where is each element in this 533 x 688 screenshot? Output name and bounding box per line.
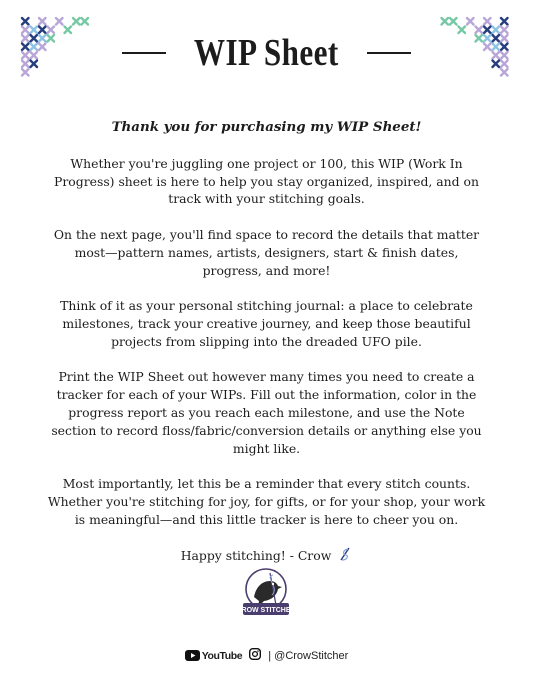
paragraph-intro: Whether you're juggling one project or 100, this WIP (Work In Progress) sheet is here to help you stay organized, inspired, and on track with your stitching goals. — [54, 155, 479, 207]
cross-stitch — [39, 18, 46, 25]
cross-stitch — [73, 18, 80, 25]
social-handle: | @CrowStitcher — [268, 649, 349, 662]
title-rule-right — [367, 52, 411, 54]
cross-stitch — [22, 27, 29, 34]
page-title: WIP Sheet — [194, 32, 339, 74]
cross-stitch — [467, 18, 474, 25]
cross-stitch — [501, 27, 508, 34]
cross-stitch — [65, 27, 72, 34]
title-rule-left — [122, 52, 166, 54]
cross-stitch — [450, 18, 457, 25]
logo-text: CROW STITCHER — [236, 607, 296, 614]
cross-stitch — [48, 27, 55, 34]
intro-text — [46, 119, 487, 585]
youtube-link[interactable] — [185, 650, 243, 662]
instagram-icon — [249, 648, 261, 660]
cross-stitch — [82, 18, 89, 25]
cross-stitch — [501, 18, 508, 25]
paragraph-print: Print the WIP Sheet out however many times you need to create a tracker for each of your WIPs. Fill out the information, color in the progress report as you reach each milestone, and use the Note section to record floss/fabric/conversion details or anything else you might like. — [51, 369, 482, 456]
youtube-icon — [185, 650, 200, 661]
crow-stitcher-logo — [236, 567, 296, 623]
youtube-label: YouTube — [201, 649, 243, 662]
cross-stitch — [459, 27, 466, 34]
needle-thread-icon — [338, 546, 352, 567]
cross-stitch — [476, 27, 483, 34]
instagram-link[interactable] — [249, 648, 261, 663]
signoff-text: Happy stitching! - Crow — [180, 548, 332, 564]
footer — [0, 648, 533, 663]
cross-stitch — [22, 18, 29, 25]
paragraph-reminder: Most importantly, let this be a reminder that every stitch counts. Whether you're stitching for joy, for gifts, or for your shop, your work is meaningful—and this little tracker is here to cheer you on. — [47, 476, 486, 527]
signoff-line — [46, 546, 487, 567]
paragraph-next-page: On the next page, you'll find space to record the details that matter most—pattern names, artists, designers, start & finish dates, progress, and more! — [53, 226, 480, 278]
cross-stitch — [39, 27, 46, 34]
thank-you-heading: Thank you for purchasing my WIP Sheet! — [111, 119, 422, 135]
cross-stitch — [484, 27, 491, 34]
cross-stitch — [484, 18, 491, 25]
paragraph-journal: Think of it as your personal stitching journal: a place to celebrate milestones, track your creative journey, and keep those beautiful projects from slipping into the dreaded UFO pile. — [60, 298, 473, 349]
page-header — [0, 34, 533, 72]
cross-stitch — [442, 18, 449, 25]
cross-stitch — [31, 27, 38, 34]
cross-stitch — [56, 18, 63, 25]
cross-stitch — [493, 27, 500, 34]
